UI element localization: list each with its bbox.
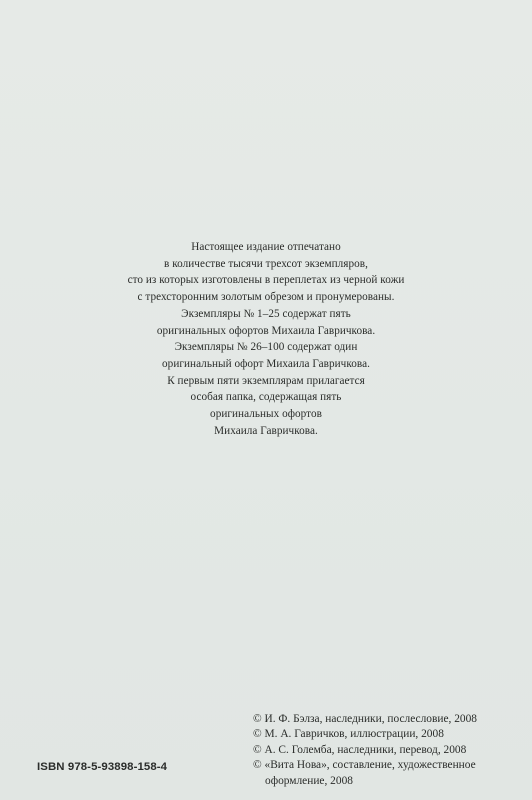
edition-note-line: Экземпляры № 1–25 содержат пять — [181, 307, 351, 320]
copyright-line: оформление, 2008 — [265, 774, 353, 787]
edition-note-line: К первым пяти экземплярам прилагается — [167, 374, 365, 387]
edition-note-line: оригинальных офортов Михаила Гавричкова. — [156, 324, 376, 337]
edition-note-line: Настоящее издание отпечатано — [191, 241, 341, 253]
copyright-block — [253, 712, 523, 789]
edition-note-line: в количестве тысячи трехсот экземпляров, — [164, 257, 368, 270]
edition-note-line: Экземпляры № 26–100 содержат один — [174, 341, 358, 354]
edition-note-line: оригинальных офортов — [210, 408, 322, 421]
edition-note — [0, 239, 532, 439]
edition-note-line: сто из которых изготовлены в переплетах из черной кожи — [127, 274, 405, 287]
copyright-line: © «Вита Нова», составление, художественное — [253, 759, 476, 772]
copyright-line: © И. Ф. Бэлза, наследники, послесловие, 2008 — [253, 713, 477, 725]
edition-note-line: с трехсторонним золотым обрезом и пронумерованы. — [137, 291, 395, 304]
copyright-line: © А. С. Големба, наследники, перевод, 2008 — [253, 743, 467, 756]
edition-note-line: Михаила Гавричкова. — [214, 424, 318, 437]
copyright-line: © М. А. Гавричков, иллюстрации, 2008 — [253, 728, 444, 741]
edition-note-line: оригинальный офорт Михаила Гавричкова. — [162, 357, 370, 370]
isbn: ISBN 978-5-93898-158-4 — [37, 761, 168, 773]
edition-note-line: особая папка, содержащая пять — [190, 391, 342, 404]
